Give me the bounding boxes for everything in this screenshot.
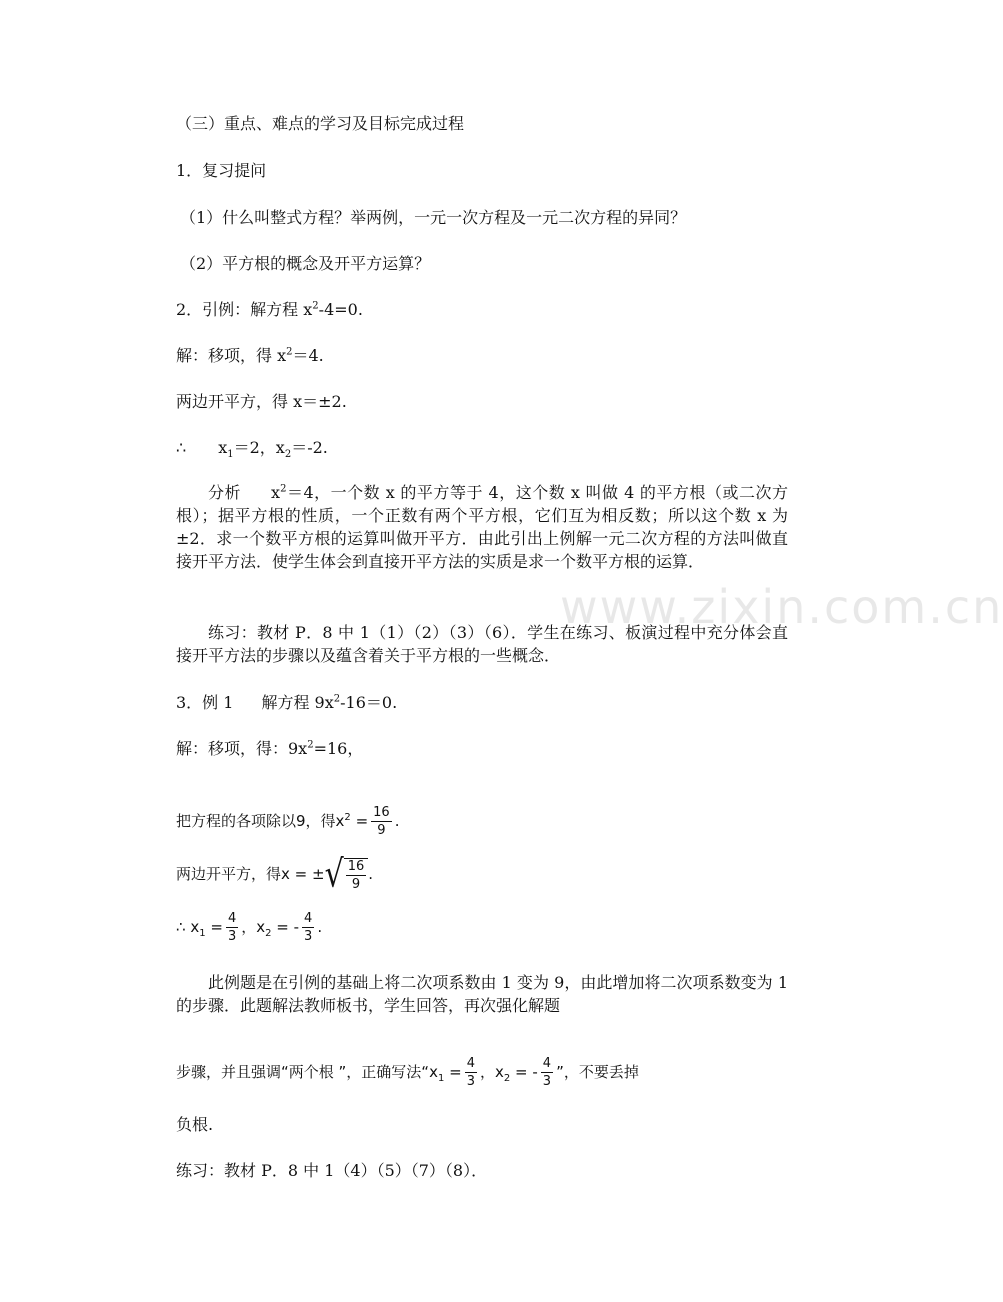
analysis-paragraph: 分析 $x^2=4$，一个数 x 的平方等于 4，这个数 x 叫做 4 的平方根（或二次方根）；据平方根的性质，一个正数有两个平方根，它们互为相反数；所以这个数 x 为±2．求一个数平方根的运算叫做开平方．由此引出上例解一元二次方程的方法叫做直接开平方法．使学生体会到直接开平方法的实质是求一个数平方根的运算．: [176, 483, 788, 571]
intro-solution-step-2: 两边开平方，得 x＝±2.: [176, 392, 347, 411]
fraction-4-3: $\frac{4}{3}$: [227, 911, 237, 944]
example-1-note-end: 负根.: [176, 1115, 214, 1134]
watermark: www.zixin.com.cn: [560, 580, 1003, 634]
example-1-roots: ∴ $x_1$ = $\frac{4}{3}$ ，$x_2$ = - $\frac{4}{3}$ .: [176, 911, 323, 944]
square-root-16-9: √ $\frac{16}{9}$: [325, 858, 369, 891]
example-1-title: 3．例 1 解方程 $9x^2-16=0$.: [176, 693, 398, 712]
review-question-2: （2）平方根的概念及开平方运算？: [180, 254, 431, 273]
review-question-1: （1）什么叫整式方程？举两例，一元一次方程及一元二次方程的异同？: [180, 208, 687, 227]
example-1-note-correct-form: 步骤，并且强调“两个根 ”，正确写法“$x_1$ = $\frac{4}{3}$ ，$x_2$ = - $\frac{4}{3}$ ”，不要丢掉: [176, 1056, 639, 1089]
intro-example-title: 2．引例：解方程 $x^2-4=0$.: [176, 300, 363, 319]
intro-solution-step-1: 解：移项，得 $x^2=4$.: [176, 346, 324, 365]
practice-1-paragraph: 练习：教材 P．8 中 1（1）（2）（3）（6）．学生在练习、板演过程中充分体会直接开平方法的步骤以及蕴含着关于平方根的一些概念．: [176, 623, 788, 665]
example-1-divide-step: 把方程的各项除以9，得$x^2$ = $\frac{16}{9}$ .: [176, 805, 400, 838]
example-1-sqrt-step: 两边开平方，得x = ±√ $\frac{16}{9}$ .: [176, 852, 374, 896]
fraction-neg-4-3: $\frac{4}{3}$: [304, 911, 313, 944]
intro-solution-step-3: ∴ $x_1=2$，$x_2=-2$.: [176, 438, 328, 461]
practice-2-line: 练习：教材 P．8 中 1（4）（5）（7）（8）．: [176, 1161, 488, 1180]
example-1-solution-step-1: 解：移项，得：$9x^2=16$，: [176, 739, 364, 758]
review-title: 1．复习提问: [176, 161, 267, 180]
section-heading: （三）重点、难点的学习及目标完成过程: [176, 114, 465, 133]
fraction-16-9: $\frac{16}{9}$: [373, 805, 390, 838]
example-1-note-paragraph: 此例题是在引例的基础上将二次项系数由 1 变为 9，由此增加将二次项系数变为 1 的步骤．此题解法教师板书，学生回答，再次强化解题: [176, 973, 788, 1015]
